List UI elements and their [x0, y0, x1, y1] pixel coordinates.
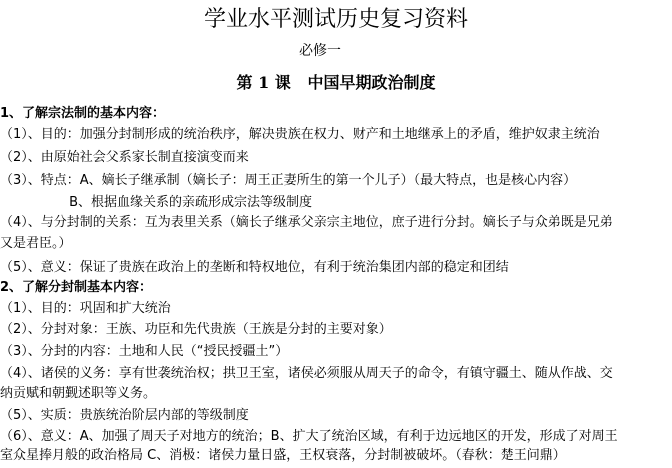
text-line: 纳贡赋和朝觐述职等义务。	[0, 386, 157, 401]
text-line: （1）、目的：加强分封制形成的统治秩序，解决贵族在权力、财产和土地继承上的矛盾，维护奴隶主统治	[0, 127, 600, 142]
lesson-title: 第 1 课 中国早期政治制度	[236, 73, 436, 92]
text-line: （2）、分封对象：王族、功臣和先代贵族（王族是分封的主要对象）	[0, 322, 392, 337]
text-line: （6）、意义：A、加强了周天子对地方的统治；B、扩大了统治区域，有利于边远地区的开发，形成了对周王	[0, 429, 618, 444]
text-line: （5）、实质：贵族统治阶层内部的等级制度	[0, 408, 249, 423]
text-line: （5）、意义：保证了贵族在政治上的垄断和特权地位，有利于统治集团内部的稳定和团结	[0, 260, 509, 275]
text-line: （3）、分封的内容：土地和人民（“授民授疆土”）	[0, 344, 289, 359]
text-line: 室众星捧月般的政治格局 C、消极：诸侯力量日盛，王权衰落，分封制被破坏。（春秋：楚王问鼎）	[0, 448, 566, 463]
text-line: （1）、目的：巩固和扩大统治	[0, 301, 171, 316]
section-heading-zongfa: 1、了解宗法制的基本内容：	[0, 106, 166, 121]
text-line: （4）、诸侯的义务：享有世袭统治权；拱卫王室，诸侯必须服从周天子的命令，有镇守疆土、随从作战、交	[0, 366, 613, 381]
text-line: （2）、由原始社会父系家长制直接演变而来	[0, 150, 249, 165]
text-line: （4）、与分封制的关系：互为表里关系（嫡长子继承父亲宗主地位，庶子进行分封。嫡长子与众弟既是兄弟	[0, 215, 613, 230]
text-line: B、根据血缘关系的亲疏形成宗法等级制度	[0, 195, 313, 210]
document-title: 学业水平测试历史复习资料	[203, 7, 468, 32]
document-subtitle: 必修一	[299, 43, 341, 59]
text-line: 又是君臣。）	[0, 236, 72, 251]
text-line: （3）、特点：A、嫡长子继承制（嫡长子：周王正妻所生的第一个儿子）（最大特点，也是核心内容）	[0, 173, 577, 188]
section-heading-fenfeng: 2、了解分封制基本内容：	[0, 280, 153, 295]
